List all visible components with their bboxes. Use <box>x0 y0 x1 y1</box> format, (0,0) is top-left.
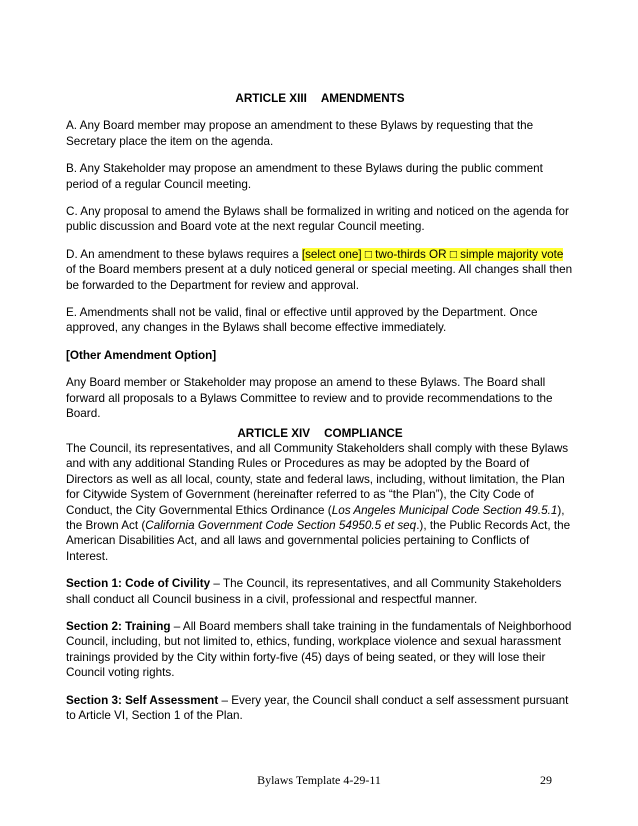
footer-page-number: 29 <box>540 773 552 787</box>
other-amendment-option-text: Any Board member or Stakeholder may propose an amend to these Bylaws. The Board shall forward all proposals to a Bylaws Committee to review and to provide recommendations to the Board. <box>66 376 553 421</box>
article-xiii-title: AMENDMENTS <box>320 92 405 105</box>
compliance-intro <box>66 441 574 564</box>
intro-part-1: The Council, its representatives, and all Community Stakeholders shall comply with these Bylaws and with any additional Standing Rules or Procedures as may be adopted by the Board of Directors as well as all local, county, state and federal laws, including, without limitation, the Plan for Citywide System of Government (hereinafter referred to as “the Plan”), the City Code of Conduct, the City Governmental Ethics Ordinance ( <box>66 441 569 517</box>
footer-title: Bylaws Template 4-29-11 <box>257 773 381 787</box>
section-2-text: – All Board members shall take training in the fundamentals of Neighborhood Council, including, but not limited to, ethics, funding, workplace violence and sexual harassment trainings provided by the City within forty-five (45) days of being seated, or they will lose their Council voting rights. <box>66 619 572 680</box>
amendment-paragraph-d <box>66 247 574 293</box>
section-1-code-of-civility <box>66 576 574 607</box>
section-3-text: – Every year, the Council shall conduct a self assessment pursuant to Article VI, Section 1 of the Plan. <box>66 693 569 722</box>
article-xiv-title: COMPLIANCE <box>324 426 403 440</box>
paragraph-d-start: D. An amendment to these bylaws requires a <box>66 247 302 261</box>
section-3-self-assessment <box>66 693 574 724</box>
article-xiii-number: ARTICLE XIII <box>235 92 307 105</box>
select-one-highlight: [select one] □ two-thirds OR □ simple majority vote <box>301 247 564 261</box>
option-heading-text: [Other Amendment Option] <box>66 348 217 362</box>
article-xiv-heading <box>66 426 574 441</box>
intro-part-3: .), the Public Records Act, the American Disabilities Act, and all laws and governmental policies pertaining to Conflicts of Interest. <box>66 518 571 563</box>
article-xiv-number: ARTICLE XIV <box>237 426 311 440</box>
amendment-paragraph-b: B. Any Stakeholder may propose an amendment to these Bylaws during the public comment period of a regular Council meeting. <box>66 162 543 191</box>
other-amendment-option-heading <box>66 348 574 363</box>
section-2-training <box>66 619 574 681</box>
page-content <box>66 91 574 723</box>
section-2-title: Section 2: Training <box>66 619 171 633</box>
paragraph-d-end: of the Board members present at a duly noticed general or special meeting. All changes shall then be forwarded to the Department for review and approval. <box>66 263 573 292</box>
intro-italic-municipal-code: Los Angeles Municipal Code Section 49.5.1 <box>331 503 558 517</box>
amendment-paragraph-c: C. Any proposal to amend the Bylaws shall be formalized in writing and noticed on the agenda for public discussion and Board vote at the next regular Council meeting. <box>66 205 569 234</box>
section-1-text: – The Council, its representatives, and all Community Stakeholders shall conduct all Council business in a civil, professional and respectful manner. <box>66 577 562 606</box>
article-xiii-heading <box>66 91 574 106</box>
section-3-title: Section 3: Self Assessment <box>66 693 219 707</box>
amendment-paragraph-e: E. Amendments shall not be valid, final or effective until approved by the Department. Once approved, any changes in the Bylaws shall become effective immediately. <box>66 306 538 335</box>
intro-part-2: ), the Brown Act ( <box>66 503 565 532</box>
intro-italic-government-code: California Government Code Section 54950.5 et seq <box>145 518 417 532</box>
amendment-paragraph-a: A. Any Board member may propose an amendment to these Bylaws by requesting that the Secretary place the item on the agenda. <box>66 119 534 148</box>
section-1-title: Section 1: Code of Civility <box>66 577 211 591</box>
